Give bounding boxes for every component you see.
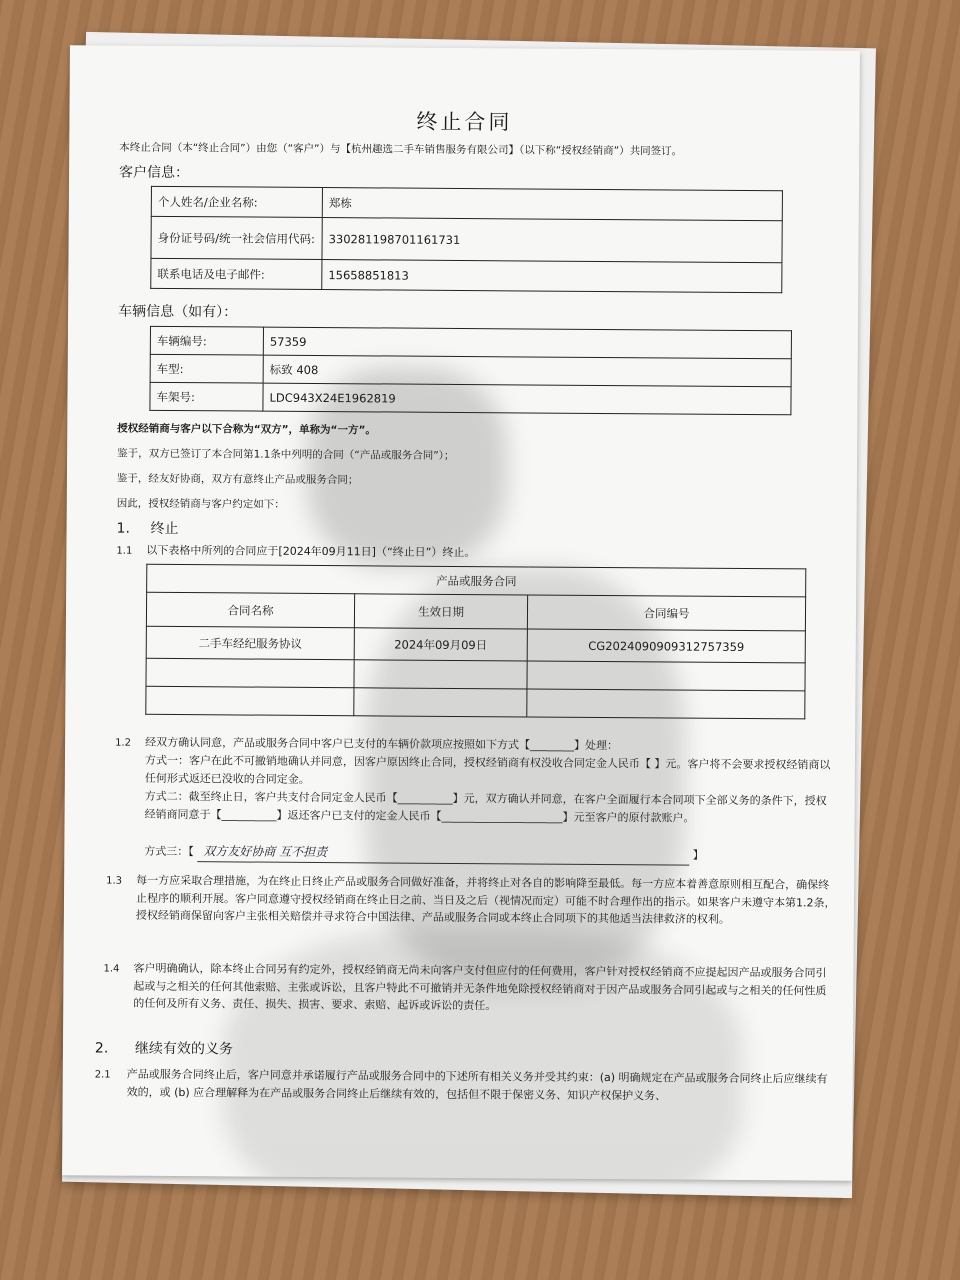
clause-1-2-line: 经双方确认同意，产品或服务合同中客户已支付的车辆价款项应按照如下方式【________】处理： [145,735,619,753]
table-cell: 车型: [150,354,263,383]
section-2-title: 继续有效的义务 [134,1040,234,1058]
document-page [62,45,860,1180]
clause-2-1-number: 2.1 [94,1069,111,1081]
clause-1-2-option-2: 方式二：截至终止日，客户共支付合同定金人民币【__________】元，双方确认并同意，在客户全面履行本合同项下全部义务的条件下，授权经销商同意于【__________】返还客户已支付的定金人民币【______________________】元至客户的原付款账户。 [144,789,827,825]
clause-1-1-text: 以下表格中所列的合同应于[2024年09月11日]（“终止日”）终止。 [146,543,476,560]
table-cell: 2024年09月09日 [354,628,527,661]
hand-shadow [306,367,507,568]
section-2-number: 2. [94,1040,109,1057]
table-cell: 郑栋 [322,188,782,221]
clause-1-3-number: 1.3 [106,875,123,887]
section-1-title: 终止 [150,520,179,538]
table-cell: LDC943X24E1962819 [263,383,791,415]
para-whereas-1: 鉴于，双方已签订了本合同第1.1条中列明的合同（“产品或服务合同”）； [117,447,455,462]
table-caption: 产品或服务合同 [147,564,806,597]
table-cell: 车架号: [150,382,263,411]
table-cell: 15658851813 [322,260,782,293]
clause-1-1-number: 1.1 [116,545,133,557]
table-row [151,258,782,292]
para-therefore: 因此，授权经销商与客户约定如下： [116,497,285,511]
doc-title: 终止合同 [416,109,513,135]
table-row [151,216,782,262]
table-cell [146,686,354,715]
hand-shadow [363,567,686,989]
table-cell: 二手车经纪服务协议 [146,626,354,659]
table-cell [146,658,354,687]
table-header: 合同名称 [146,592,354,627]
table-cell: 个人姓名/企业名称: [151,186,322,217]
table-header: 合同编号 [527,595,805,631]
table-cell: 身份证号码/统一社会信用代码: [151,216,322,259]
table-cell: 330281198701161731 [322,218,782,263]
para-parties: 授权经销商与客户以下合称为“双方”，单称为“一方”。 [117,422,376,437]
hand-shadow [222,926,744,1180]
section-1-number: 1. [116,520,130,537]
clause-1-2-number: 1.2 [115,737,132,749]
table-cell: CG2024090909312757359 [527,629,805,663]
clause-1-4-text: 客户明确确认，除本终止合同另有约定外，授权经销商无尚未向客户支付但应付的任何费用，客户针对授权经销商不应提起因产品或服务合同引起或与之相关的任何其他索赔、主张或诉讼，且客户特此不可撤销并无条件地免除授权经销商对于因产品或服务合同引起或与之相关的任何性质的任何及所有义务、责任、损失、损害、要求、索赔、起诉或诉讼的责任。 [133,961,827,1013]
handwritten-entry: 双方友好协商 互不担责 [197,842,689,866]
customer-table [150,186,783,293]
customer-heading: 客户信息： [119,164,190,182]
table-row [151,186,782,220]
option-3-label: 方式三：【 [144,844,194,859]
table-row [150,326,791,358]
table-cell: 57359 [263,327,791,359]
option-3-close: 】 [692,848,704,862]
para-whereas-2: 鉴于，经友好协商，双方有意终止产品或服务合同； [116,472,359,487]
vehicle-heading: 车辆信息（如有）： [118,303,238,321]
clause-1-2-option-1: 方式一：客户在此不可撤销地确认并同意，因客户原因终止合同，授权经销商有权没收合同定金人民币【 】元。客户将不会要求授权经销商以任何形式返还已没收的合同定金。 [144,753,831,786]
table-cell: 车辆编号: [150,326,263,355]
clause-2-1-text: 产品或服务合同终止后，客户同意并承诺履行产品或服务合同中的下述所有相关义务并受其约束：(a) 明确规定在产品或服务合同终止后应继续有效的，或 (b) 应合理解释为在产品或服务合同终止后继续有效的，包括但不限于保密义务、知识产权保护义务、 [126,1067,828,1103]
table-cell: 标致 408 [263,355,791,387]
clause-1-3-text: 每一方应采取合理措施，为在终止日终止产品或服务合同做好准备，并将终止对各自的影响降至最低。每一方应本着善意原则相互配合，确保终止程序的顺利开展。客户同意遵守授权经销商在终止日之前、当日及之后（视情况而定）可能不时合理作出的指示。如果客户未遵守本第1.2条，授权经销商保留向客户主张相关赔偿并寻求符合中国法律、产品或服务合同或本终止合同项下的其他适当法律救济的权利。 [135,873,836,927]
table-header: 生效日期 [354,594,527,629]
table-cell: 联系电话及电子邮件: [151,258,322,289]
clause-1-4-number: 1.4 [103,963,120,975]
intro-text: 本终止合同（本“终止合同”）由您（“客户”）与【杭州趣选二手车销售服务有限公司】（以下称“授权经销商”）共同签订。 [119,141,683,158]
